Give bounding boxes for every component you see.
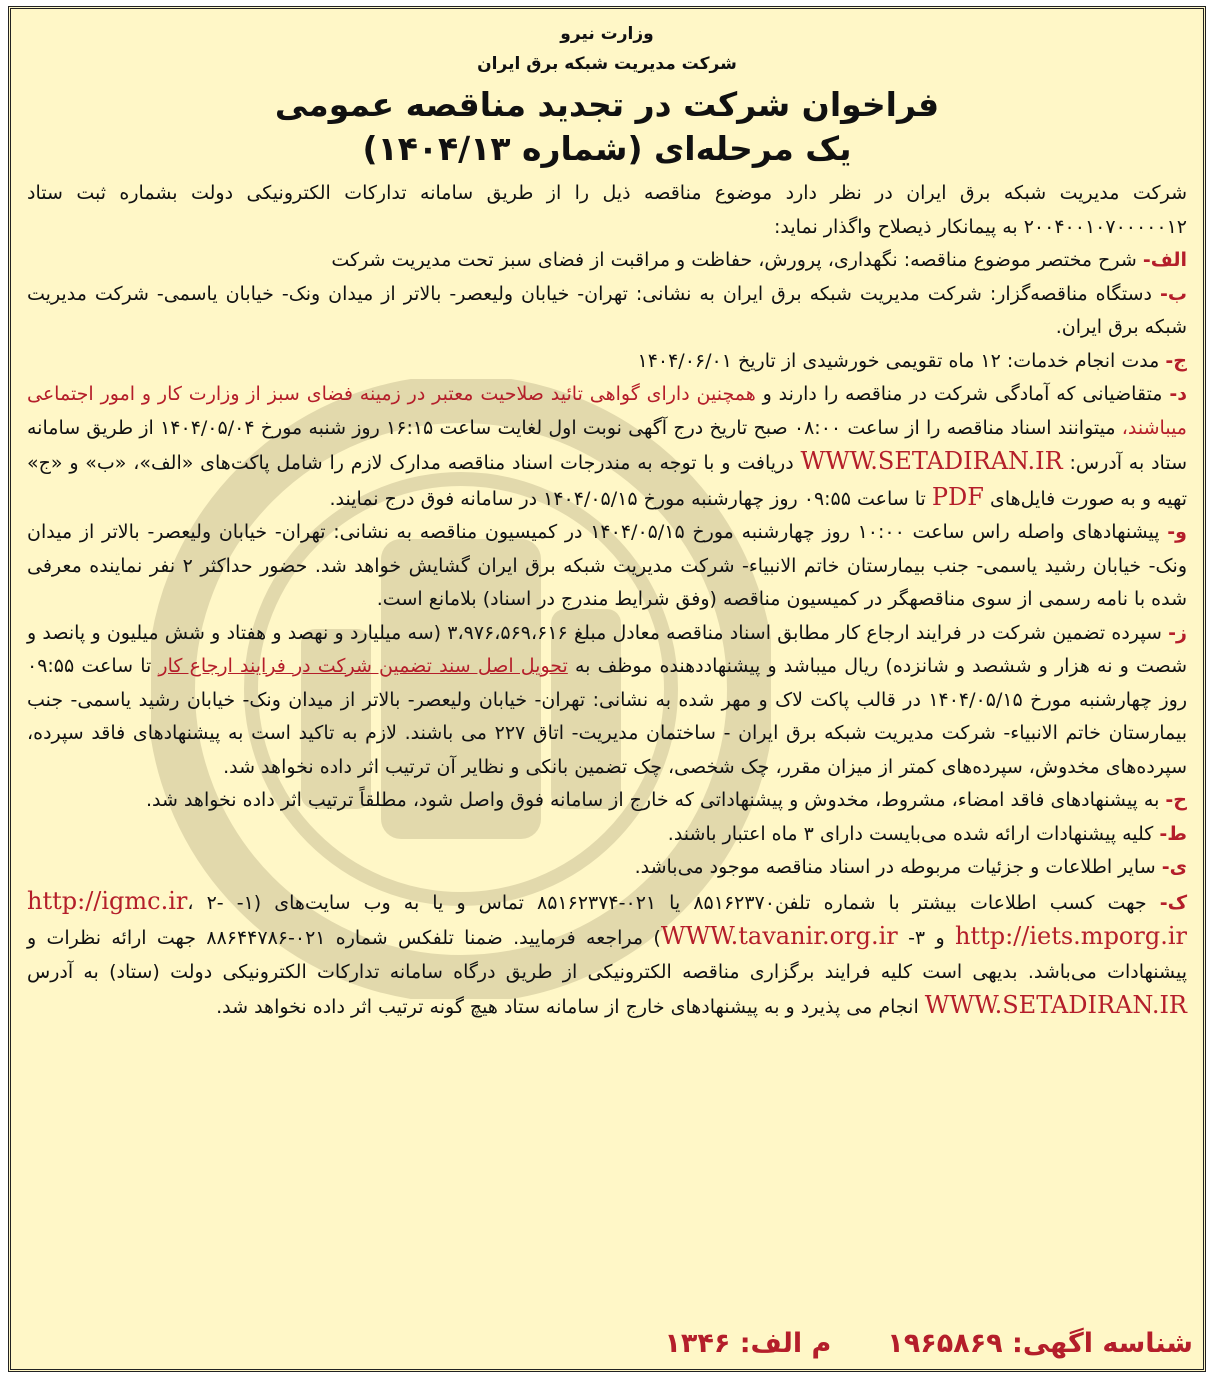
- separator-text: ، ۲-: [187, 891, 224, 914]
- clause-kaf: [27, 885, 1187, 1025]
- announcement-body: [27, 177, 1187, 1025]
- clause-text: ) مراجعه فرمایید. ضمنا تلفکس شماره ۰۲۱-۸۸۶۴۴۷۸۶ جهت ارائه نظرات و پیشنهادات می‌باشد. بدیهی است کلیه فرایند برگزاری مناقصه الکترونیکی از طریق درگاه سامانه تدارکات الکترونیکی دولت (ستاد) به آدرس: [27, 927, 1187, 983]
- clause-label: ی-: [1161, 856, 1187, 878]
- company-name: شرکت مدیریت شبکه برق ایران: [477, 54, 737, 74]
- clause-dal: [27, 378, 1187, 516]
- ad-id: شناسه اگهی: ۱۹۶۵۸۶۹: [887, 1328, 1193, 1359]
- igmc-link[interactable]: http://igmc.ir: [27, 886, 188, 915]
- page-title: فراخوان شرکت در تجدید مناقصه عمومی: [274, 85, 940, 124]
- clause-text: مدت انجام خدمات: ۱۲ ماه تقویمی خورشیدی از تاریخ ۱۴۰۴/۰۶/۰۱: [637, 349, 1160, 372]
- clause-label: ز-: [1168, 621, 1187, 644]
- iets-link[interactable]: http://iets.mporg.ir: [954, 922, 1187, 950]
- intro-paragraph: شرکت مدیریت شبکه برق ایران در نظر دارد موضوع مناقصه ذیل را از طریق سامانه تدارکات الکترونیکی دولت بشماره ثبت ستاد ۲۰۰۴۰۰۱۰۷۰۰۰۰۰۱۲ به پیمانکار ذیصلاح واگذار نماید:: [27, 182, 1187, 238]
- ad-code: م الف: ۱۳۴۶: [664, 1328, 832, 1359]
- clause-text: تا ساعت ۰۹:۵۵ روز چهارشنبه مورخ ۱۴۰۴/۰۵/۱۵ در سامانه فوق درج نمایند.: [329, 487, 926, 510]
- clause-jim: [27, 345, 1187, 379]
- page-subtitle: یک مرحله‌ای (شماره ۱۴۰۴/۱۳): [362, 129, 852, 168]
- clause-label: ج-: [1165, 349, 1187, 372]
- clause-ze: [27, 617, 1187, 785]
- clause-text: جهت کسب اطلاعات بیشتر با شماره تلفن۸۵۱۶۲۳۷۰ یا ۰۲۱-۸۵۱۶۲۳۷۴ تماس و یا به وب سایت‌های (۱-: [236, 891, 1147, 914]
- clause-text: سایر اطلاعات و جزئیات مربوطه در اسناد مناقصه موجود می‌باشد.: [634, 856, 1156, 878]
- clause-label: ب-: [1160, 282, 1187, 305]
- clause-ta: [27, 818, 1187, 852]
- qualification-note: همچنین دارای گواهی تائید صلاحیت معتبر در زمینه فضای سبز از وزارت کار و امور اجتماعی میباشند،: [27, 383, 1187, 439]
- clause-text: به پیشنهادهای فاقد امضاء، مشروط، مخدوش و پیشنهاداتی که خارج از سامانه فوق واصل شود، مطلقاً ترتیب اثر داده نخواهد شد.: [145, 789, 1160, 811]
- clause-text: انجام می پذیرد و به پیشنهادهای خارج از سامانه ستاد هیچ گونه ترتیب اثر داده نخواهد شد.: [216, 996, 919, 1018]
- clause-text: متقاضیانی که آمادگی شرکت در مناقصه را دارند و: [762, 383, 1163, 405]
- clause-text: کلیه پیشنهادات ارائه شده می‌بایست دارای ۳ ماه اعتبار باشند.: [667, 822, 1154, 845]
- clause-label: ک-: [1159, 891, 1188, 914]
- clause-text: دستگاه مناقصه‌گزار: شرکت مدیریت شبکه برق ایران به نشانی: تهران- خیابان ولیعصر- بالاتر از میدان ونک- خیابان یاسمی- شرکت مدیریت شبکه برق ایران.: [27, 282, 1187, 338]
- clause-text: شرح مختصر موضوع مناقصه: نگهداری، پرورش، حفاظت و مراقبت از فضای سبز تحت مدیریت شرکت: [331, 249, 1137, 271]
- setad-link[interactable]: WWW.SETADIRAN.IR: [800, 447, 1063, 475]
- clause-he: [27, 784, 1187, 818]
- clause-label: و-: [1167, 521, 1187, 543]
- tavanir-link[interactable]: WWW.tavanir.org.ir: [660, 922, 898, 950]
- clause-label: ط-: [1159, 822, 1187, 845]
- clause-be: [27, 278, 1187, 345]
- clause-alef: [27, 244, 1187, 278]
- setad-link[interactable]: WWW.SETADIRAN.IR: [924, 991, 1187, 1019]
- clause-label: د-: [1169, 383, 1187, 405]
- pdf-format: PDF: [931, 482, 984, 511]
- clause-text: سپرده تضمین شرکت در فرایند ارجاع کار مطابق اسناد مناقصه معادل مبلغ ۳،۹۷۶،۵۶۹،۶۱۶ (سه میلیارد و نهصد و هفتاد و شش میلیون و پانصد و شصت و نه هزار و ششصد و شانزده) ریال میباشد و پیشنهاددهنده موظف به: [27, 621, 1188, 677]
- clause-text: تا ساعت ۰۹:۵۵ روز چهارشنبه مورخ ۱۴۰۴/۰۵/۱۵ در قالب پاکت لاک و مهر شده به نشانی: تهران- خیابان ولیعصر- بالاتر از میدان ونک- خیابان رشید یاسمی- جنب بیمارستان خاتم الانبیاء- شرکت مدیریت شبکه برق ایران - ساختمان مدیریت- اتاق ۲۲۷ می باشند. لازم به تاکید است به پیشنهادهای فاقد سپرده، سپرده‌های مخدوش، سپرده‌های کمتر از میزان مقرر، چک شخصی، چک تضمین بانکی و نظایر آن ترتیب اثر داده نخواهد شد.: [27, 655, 1187, 778]
- clause-ye: [27, 851, 1187, 885]
- clause-text: پیشنهادهای واصله راس ساعت ۱۰:۰۰ روز چهارشنبه مورخ ۱۴۰۴/۰۵/۱۵ در کمیسیون مناقصه به نشانی: تهران- خیابان ولیعصر- بالاتر از میدان ونک- خیابان رشید یاسمی- جنب بیمارستان خاتم الانبیاء- شرکت مدیریت شبکه برق ایران گشایش خواهد شد. حضور حداکثر ۲ نفر نماینده معرفی شده با نامه رسمی از سوی مناقصهگر در کمیسیون مناقصه (وفق شرایط مندرج در اسناد) بلامانع است.: [27, 521, 1187, 610]
- separator-text: و ۳-: [908, 927, 945, 949]
- ad-footer: [21, 1328, 1193, 1359]
- clause-text: میتوانند اسناد مناقصه را از ساعت ۰۸:۰۰ صبح تاریخ درج آگهی نوبت اول لغایت ساعت ۱۶:۱۵ روز شنبه مورخ ۱۴۰۴/۰۵/۰۴ از طریق سامانه ستاد به آدرس:: [27, 416, 1187, 474]
- guarantee-delivery-note: تحویل اصل سند تضمین شرکت در فرایند ارجاع کار: [158, 655, 568, 677]
- ministry-name: وزارت نیرو: [560, 24, 654, 44]
- advertisement-page: [8, 6, 1206, 1372]
- clause-text: دریافت و با توجه به مندرجات اسناد مناقصه مدارک لازم را شامل پاکت‌های «الف»، «ب» و «ج» تهیه و به صورت فایل‌های: [27, 452, 1187, 510]
- clause-vav: [27, 516, 1187, 617]
- clause-label: الف-: [1142, 249, 1187, 271]
- clause-label: ح-: [1165, 789, 1187, 811]
